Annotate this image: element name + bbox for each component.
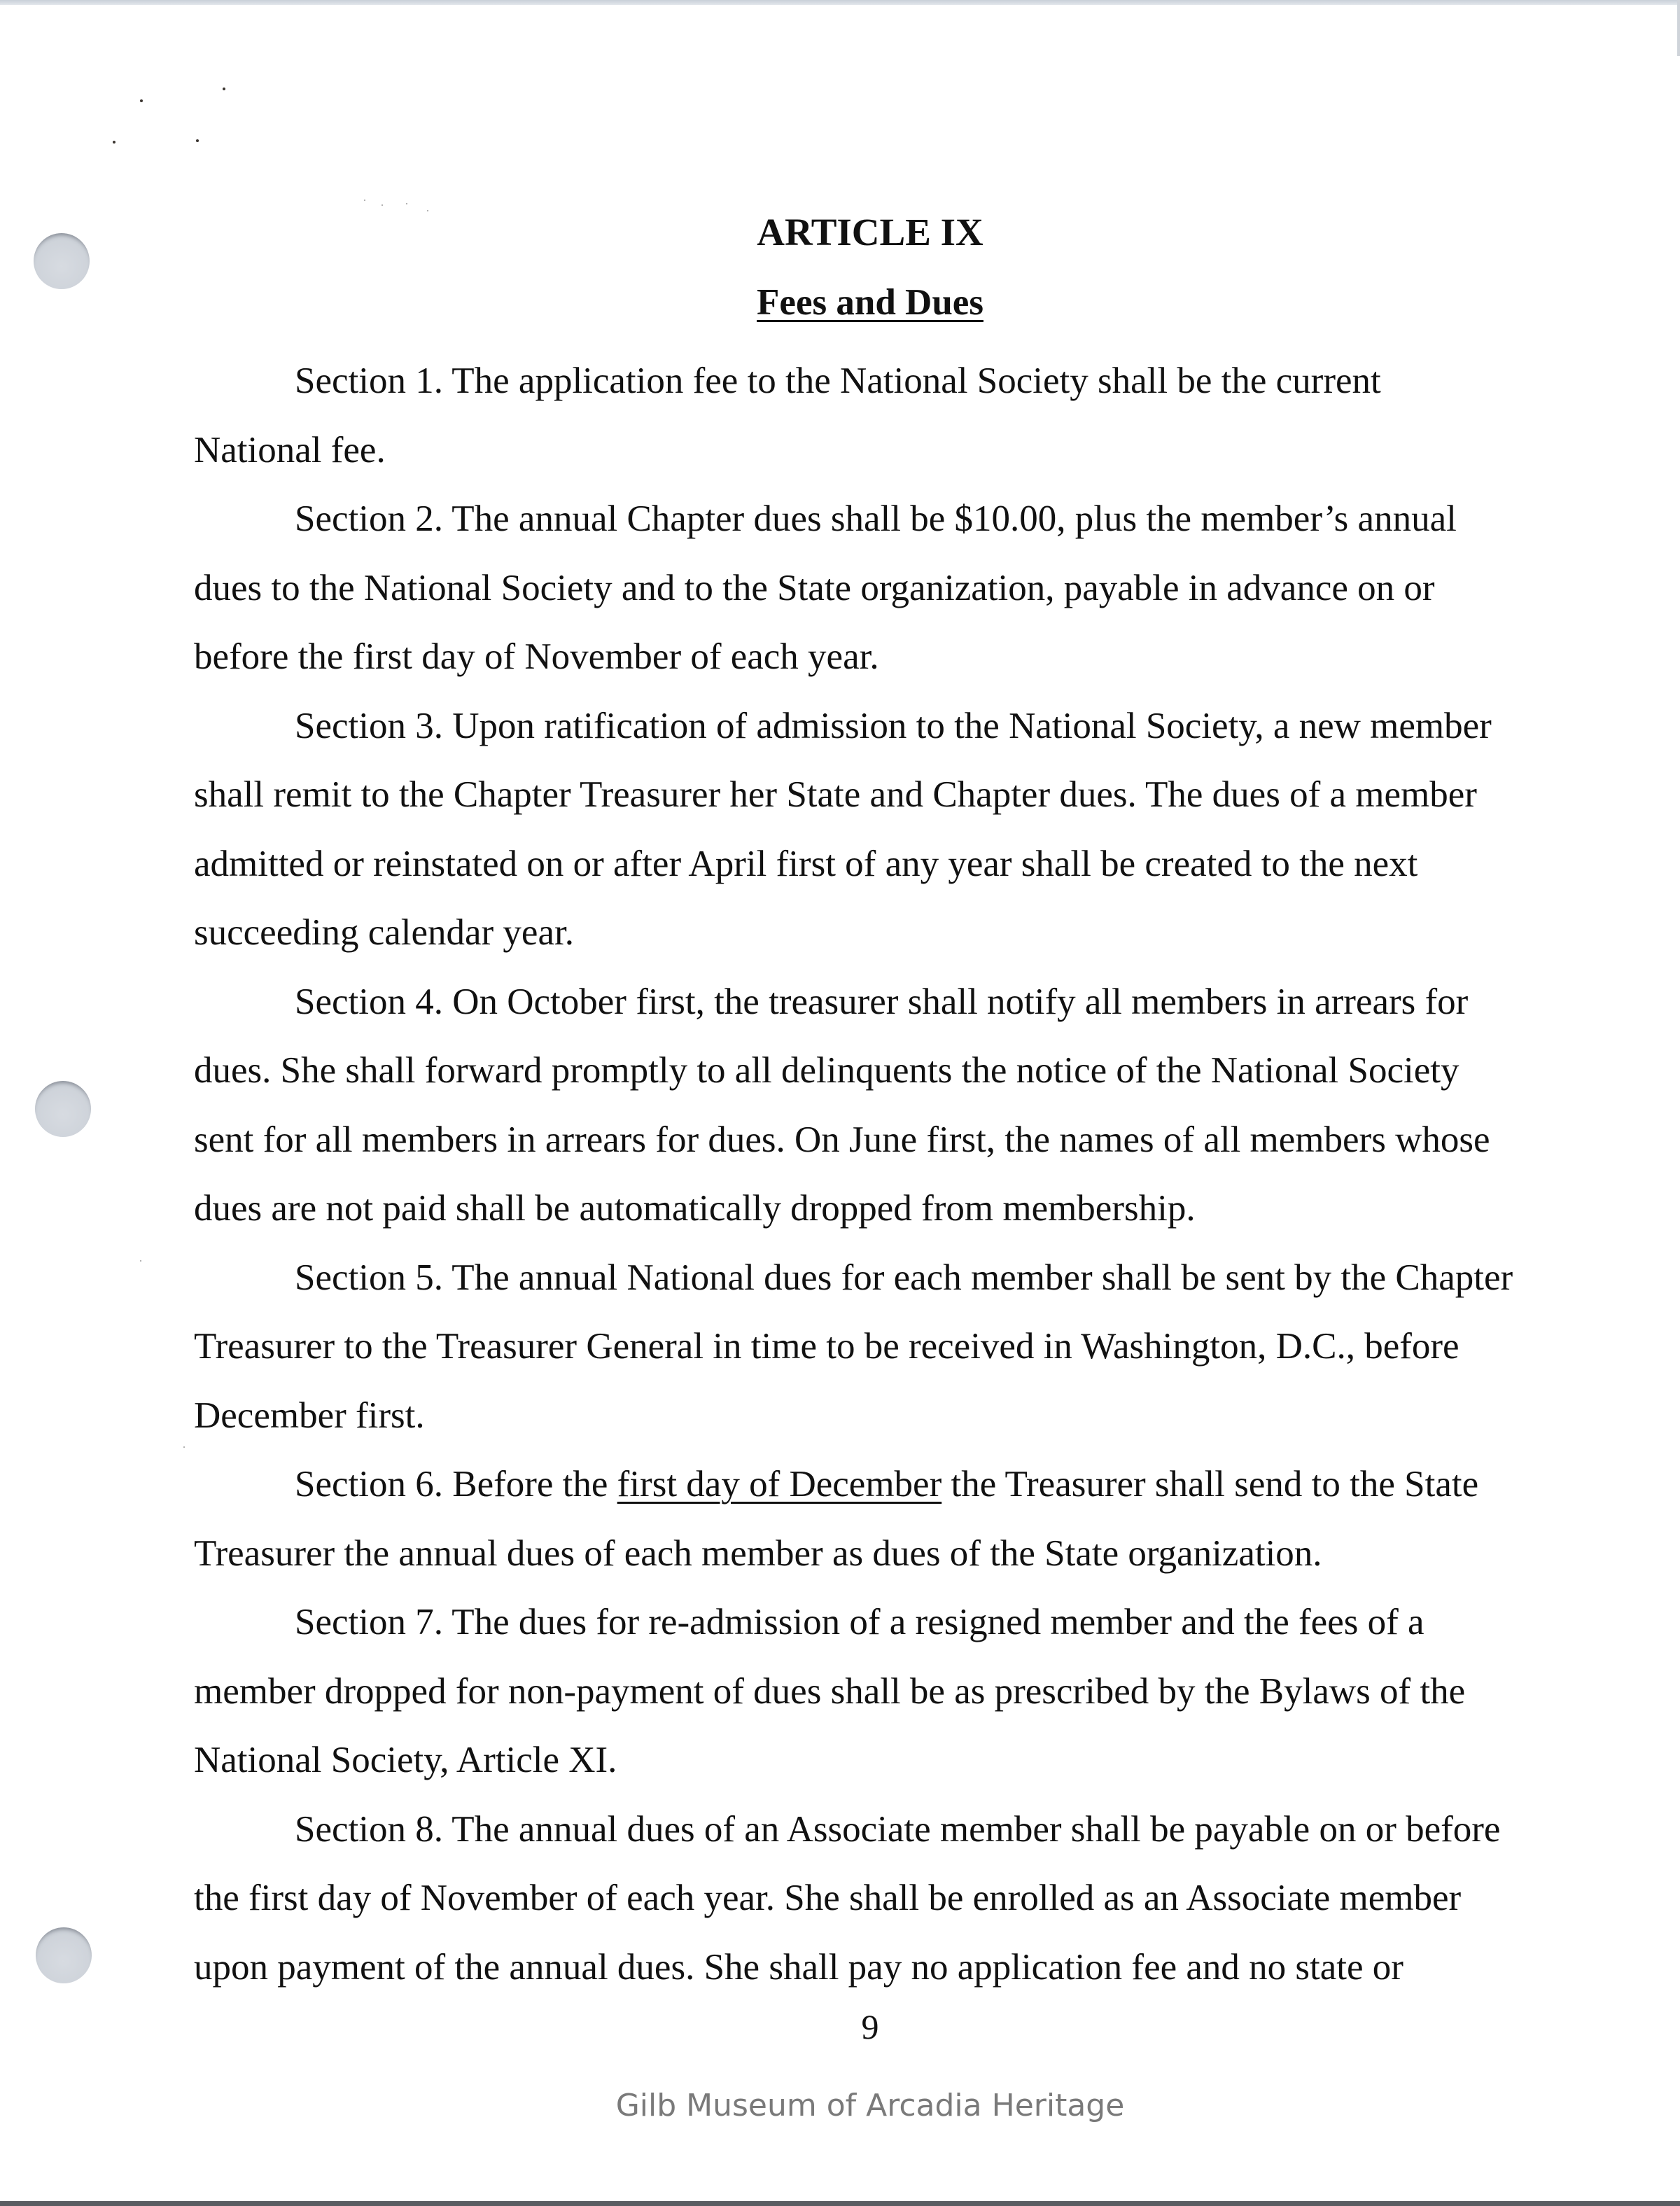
scan-speck: [196, 139, 199, 142]
article-subtitle-text: Fees and Dues: [757, 282, 983, 323]
text-line: Treasurer to the Treasurer General in time to be received in Washington, D.C., before: [194, 1326, 1460, 1367]
text-fragment: the Treasurer shall send to the State: [941, 1464, 1479, 1505]
scan-speck: [140, 1260, 141, 1262]
text-line: dues to the National Society and to the State organization, payable in advance on or: [194, 567, 1435, 608]
section-4: [194, 968, 1566, 1243]
scan-speck: [223, 88, 225, 90]
scan-speck: [113, 141, 115, 144]
text-line: Section 4. On October first, the treasurer shall notify all members in arrears for: [295, 981, 1469, 1022]
text-fragment: Section 6. Before the: [295, 1464, 617, 1505]
text-line: Treasurer the annual dues of each member as dues of the State organization.: [194, 1533, 1322, 1574]
text-line: Section 2. The annual Chapter dues shall be $10.00, plus the member’s annual: [295, 498, 1457, 539]
scan-speck: [406, 203, 407, 204]
text-line: Section 1. The application fee to the National Society shall be the current: [295, 361, 1381, 401]
scan-speck: [140, 99, 143, 102]
text-line: Section 8. The annual dues of an Associate member shall be payable on or before: [295, 1808, 1501, 1850]
text-line: dues are not paid shall be automatically dropped from membership.: [194, 1188, 1196, 1229]
text-line: Section 5. The annual National dues for each member shall be sent by the Chapter: [295, 1257, 1513, 1298]
section-8: [194, 1795, 1566, 2002]
text-line: Section 7. The dues for re-admission of a resigned member and the fees of a: [295, 1602, 1424, 1642]
text-line: shall remit to the Chapter Treasurer her State and Chapter dues. The dues of a member: [194, 774, 1477, 815]
scan-bottom-edge: [0, 2201, 1680, 2206]
text-line: December first.: [194, 1395, 425, 1436]
scan-speck: [183, 1446, 185, 1448]
text-line: National Society, Article XI.: [194, 1740, 617, 1780]
scan-speck: [382, 204, 383, 206]
section-2: [194, 484, 1566, 692]
underlined-date-text: first day of December: [617, 1464, 942, 1505]
scan-speck: [364, 200, 365, 201]
page-number: 9: [861, 2007, 879, 2046]
article-subtitle: [0, 280, 1680, 325]
text-line: the first day of November of each year. She shall be enrolled as an Associate member: [194, 1878, 1462, 1918]
article-body: [194, 347, 1566, 2002]
text-line: member dropped for non-payment of dues shall be as prescribed by the Bylaws of the: [194, 1670, 1466, 1712]
section-7: [194, 1588, 1566, 1795]
watermark-text: Gilb Museum of Arcadia Heritage: [615, 2088, 1125, 2123]
text-line: National fee.: [194, 429, 386, 470]
text-line: upon payment of the annual dues. She shall pay no application fee and no state or: [194, 1946, 1404, 1988]
section-1: [194, 347, 1566, 484]
scan-right-edge: [1677, 0, 1680, 56]
text-line: sent for all members in arrears for dues. On June first, the names of all members whose: [194, 1119, 1490, 1160]
text-line: Section 3. Upon ratification of admission to the National Society, a new member: [295, 705, 1492, 746]
section-3: [194, 692, 1566, 968]
punch-hole-icon: [36, 1927, 92, 1983]
text-line: admitted or reinstated on or after April first of any year shall be created to the next: [194, 843, 1418, 884]
section-5: [194, 1243, 1566, 1451]
article-title: ARTICLE IX: [757, 211, 983, 253]
punch-hole-icon: [35, 1081, 91, 1137]
scan-top-edge: [0, 0, 1680, 5]
section-6: [194, 1450, 1566, 1588]
text-line: dues. She shall forward promptly to all delinquents the notice of the National Society: [194, 1050, 1460, 1091]
text-line: before the first day of November of each year.: [194, 636, 879, 677]
text-line: succeeding calendar year.: [194, 912, 574, 953]
text-line: [194, 1450, 1566, 1519]
